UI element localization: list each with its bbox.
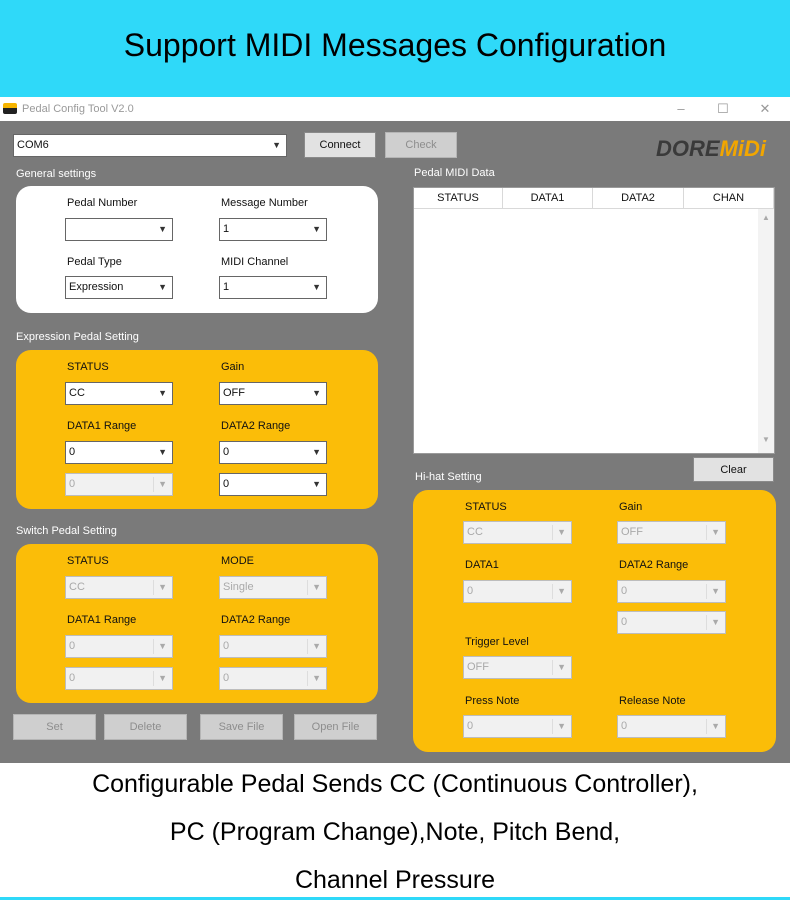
chevron-down-icon: ▼	[312, 582, 321, 592]
hihat-trigger-value: OFF	[467, 661, 489, 673]
com-port-select[interactable]	[13, 134, 287, 157]
chevron-down-icon: ▼	[158, 582, 167, 592]
hihat-data2-label: DATA2 Range	[619, 559, 689, 571]
com-port-value: COM6	[17, 139, 49, 151]
switch-data1-max-value: 0	[69, 672, 76, 684]
column-header-chan[interactable]: CHAN	[684, 188, 774, 209]
hihat-press-note-label: Press Note	[465, 695, 520, 707]
separator	[552, 525, 553, 540]
pedal-type-label: Pedal Type	[67, 256, 122, 268]
hihat-release-note-label: Release Note	[619, 695, 686, 707]
switch-data1-min-select[interactable]	[65, 635, 173, 658]
hihat-release-note-value: 0	[621, 720, 628, 732]
logo-accent: MiDi	[719, 136, 767, 161]
caption-line-3: Channel Pressure	[294, 866, 496, 894]
switch-pedal-title: Switch Pedal Setting	[16, 525, 117, 537]
expression-pedal-title: Expression Pedal Setting	[16, 331, 139, 343]
banner-title: Support MIDI Messages Configuration	[123, 27, 667, 63]
scroll-up-icon[interactable]: ▲	[762, 213, 770, 222]
expression-status-value: CC	[69, 387, 85, 399]
save-file-button[interactable]: Save File	[200, 714, 283, 740]
message-number-value: 1	[223, 223, 230, 235]
chevron-down-icon: ▼	[158, 479, 167, 489]
switch-data2-min-select[interactable]	[219, 635, 327, 658]
hihat-status-select[interactable]	[463, 521, 572, 544]
chevron-down-icon: ▼	[312, 673, 321, 683]
logo-main: DORE	[656, 136, 720, 161]
chevron-down-icon: ▼	[711, 527, 720, 537]
switch-data1-max-select[interactable]	[65, 667, 173, 690]
separator	[153, 477, 154, 492]
switch-data2-min-value: 0	[223, 640, 230, 652]
chevron-down-icon: ▼	[557, 662, 566, 672]
chevron-down-icon: ▼	[272, 140, 281, 150]
midi-data-table[interactable]	[413, 187, 775, 454]
chevron-down-icon: ▼	[158, 282, 167, 292]
general-settings-title: General settings	[16, 168, 97, 180]
scroll-down-icon[interactable]: ▼	[762, 435, 770, 444]
hihat-status-label: STATUS	[465, 501, 507, 513]
chevron-down-icon: ▼	[158, 673, 167, 683]
chevron-down-icon: ▼	[158, 641, 167, 651]
window-title: Pedal Config Tool V2.0	[22, 103, 134, 115]
switch-mode-label: MODE	[221, 555, 254, 567]
chevron-down-icon: ▼	[312, 479, 321, 489]
clear-button[interactable]: Clear	[693, 457, 774, 482]
expression-data2-min-select[interactable]	[219, 441, 327, 464]
switch-status-label: STATUS	[67, 555, 109, 567]
hihat-release-note-select[interactable]	[617, 715, 726, 738]
chevron-down-icon: ▼	[312, 282, 321, 292]
separator	[706, 584, 707, 599]
midi-data-title: Pedal MIDI Data	[414, 167, 495, 179]
chevron-down-icon: ▼	[557, 721, 566, 731]
hihat-gain-value: OFF	[621, 526, 643, 538]
chevron-down-icon: ▼	[312, 224, 321, 234]
switch-data1-label: DATA1 Range	[67, 614, 137, 626]
separator	[153, 580, 154, 595]
chevron-down-icon: ▼	[711, 586, 720, 596]
minimize-button[interactable]: –	[677, 101, 685, 116]
separator	[706, 615, 707, 630]
hihat-trigger-label: Trigger Level	[465, 636, 529, 648]
switch-status-value: CC	[69, 581, 85, 593]
vertical-scrollbar[interactable]	[758, 209, 774, 453]
message-number-select[interactable]	[219, 218, 327, 241]
doremidi-logo	[656, 136, 766, 162]
midi-channel-select[interactable]	[219, 276, 327, 299]
separator	[307, 639, 308, 654]
switch-data1-min-value: 0	[69, 640, 76, 652]
hihat-data2-max-value: 0	[621, 616, 628, 628]
switch-status-select[interactable]	[65, 576, 173, 599]
hihat-data1-value: 0	[467, 585, 474, 597]
hihat-title: Hi-hat Setting	[415, 471, 482, 483]
switch-mode-value: Single	[223, 581, 254, 593]
expression-status-label: STATUS	[67, 361, 109, 373]
midi-channel-label: MIDI Channel	[221, 256, 289, 268]
column-header-data2[interactable]: DATA2	[593, 188, 684, 209]
expression-status-select[interactable]	[65, 382, 173, 405]
message-number-label: Message Number	[221, 197, 308, 209]
hihat-gain-select[interactable]	[617, 521, 726, 544]
chevron-down-icon: ▼	[557, 527, 566, 537]
expression-data1-max-select[interactable]	[65, 473, 173, 496]
pedal-type-select[interactable]	[65, 276, 173, 299]
chevron-down-icon: ▼	[158, 224, 167, 234]
switch-data2-max-select[interactable]	[219, 667, 327, 690]
app-icon	[3, 103, 17, 114]
hihat-gain-label: Gain	[619, 501, 643, 513]
expression-data1-min-value: 0	[69, 446, 76, 458]
column-header-status[interactable]: STATUS	[414, 188, 503, 209]
close-button[interactable]: ✕	[759, 101, 771, 116]
hihat-trigger-select[interactable]	[463, 656, 572, 679]
hihat-data1-select[interactable]	[463, 580, 572, 603]
hihat-data2-min-value: 0	[621, 585, 628, 597]
check-button[interactable]: Check	[385, 132, 457, 158]
separator	[552, 584, 553, 599]
switch-mode-select[interactable]	[219, 576, 327, 599]
expression-data2-label: DATA2 Range	[221, 420, 291, 432]
expression-data1-min-select[interactable]	[65, 441, 173, 464]
separator	[153, 639, 154, 654]
separator	[307, 671, 308, 686]
separator	[307, 580, 308, 595]
separator	[706, 525, 707, 540]
hihat-data2-max-select[interactable]	[617, 611, 726, 634]
caption-line-1: Configurable Pedal Sends CC (Continuous Controller),	[92, 770, 698, 798]
set-button[interactable]: Set	[13, 714, 96, 740]
expression-data2-max-select[interactable]	[219, 473, 327, 496]
hihat-press-note-value: 0	[467, 720, 474, 732]
chevron-down-icon: ▼	[312, 447, 321, 457]
expression-data2-max-value: 0	[223, 478, 230, 490]
chevron-down-icon: ▼	[158, 388, 167, 398]
hihat-press-note-select[interactable]	[463, 715, 572, 738]
open-file-button[interactable]: Open File	[294, 714, 377, 740]
chevron-down-icon: ▼	[312, 388, 321, 398]
expression-data1-max-value: 0	[69, 478, 76, 490]
hihat-data1-label: DATA1	[465, 559, 499, 571]
chevron-down-icon: ▼	[158, 447, 167, 457]
midi-channel-value: 1	[223, 281, 230, 293]
delete-button[interactable]: Delete	[104, 714, 187, 740]
separator	[706, 719, 707, 734]
expression-data2-min-value: 0	[223, 446, 230, 458]
separator	[552, 719, 553, 734]
connect-button[interactable]: Connect	[304, 132, 376, 158]
maximize-button[interactable]: ☐	[717, 101, 729, 116]
expression-gain-value: OFF	[223, 387, 245, 399]
separator	[153, 671, 154, 686]
pedal-number-select[interactable]	[65, 218, 173, 241]
chevron-down-icon: ▼	[711, 721, 720, 731]
switch-data2-max-value: 0	[223, 672, 230, 684]
expression-gain-label: Gain	[221, 361, 245, 373]
chevron-down-icon: ▼	[312, 641, 321, 651]
pedal-number-label: Pedal Number	[67, 197, 138, 209]
expression-gain-select[interactable]	[219, 382, 327, 405]
hihat-status-value: CC	[467, 526, 483, 538]
chevron-down-icon: ▼	[711, 617, 720, 627]
pedal-type-value: Expression	[69, 281, 124, 293]
caption-line-2: PC (Program Change),Note, Pitch Bend,	[169, 818, 621, 846]
chevron-down-icon: ▼	[557, 586, 566, 596]
hihat-data2-min-select[interactable]	[617, 580, 726, 603]
expression-data1-label: DATA1 Range	[67, 420, 137, 432]
switch-data2-label: DATA2 Range	[221, 614, 291, 626]
column-header-data1[interactable]: DATA1	[503, 188, 593, 209]
separator	[552, 660, 553, 675]
